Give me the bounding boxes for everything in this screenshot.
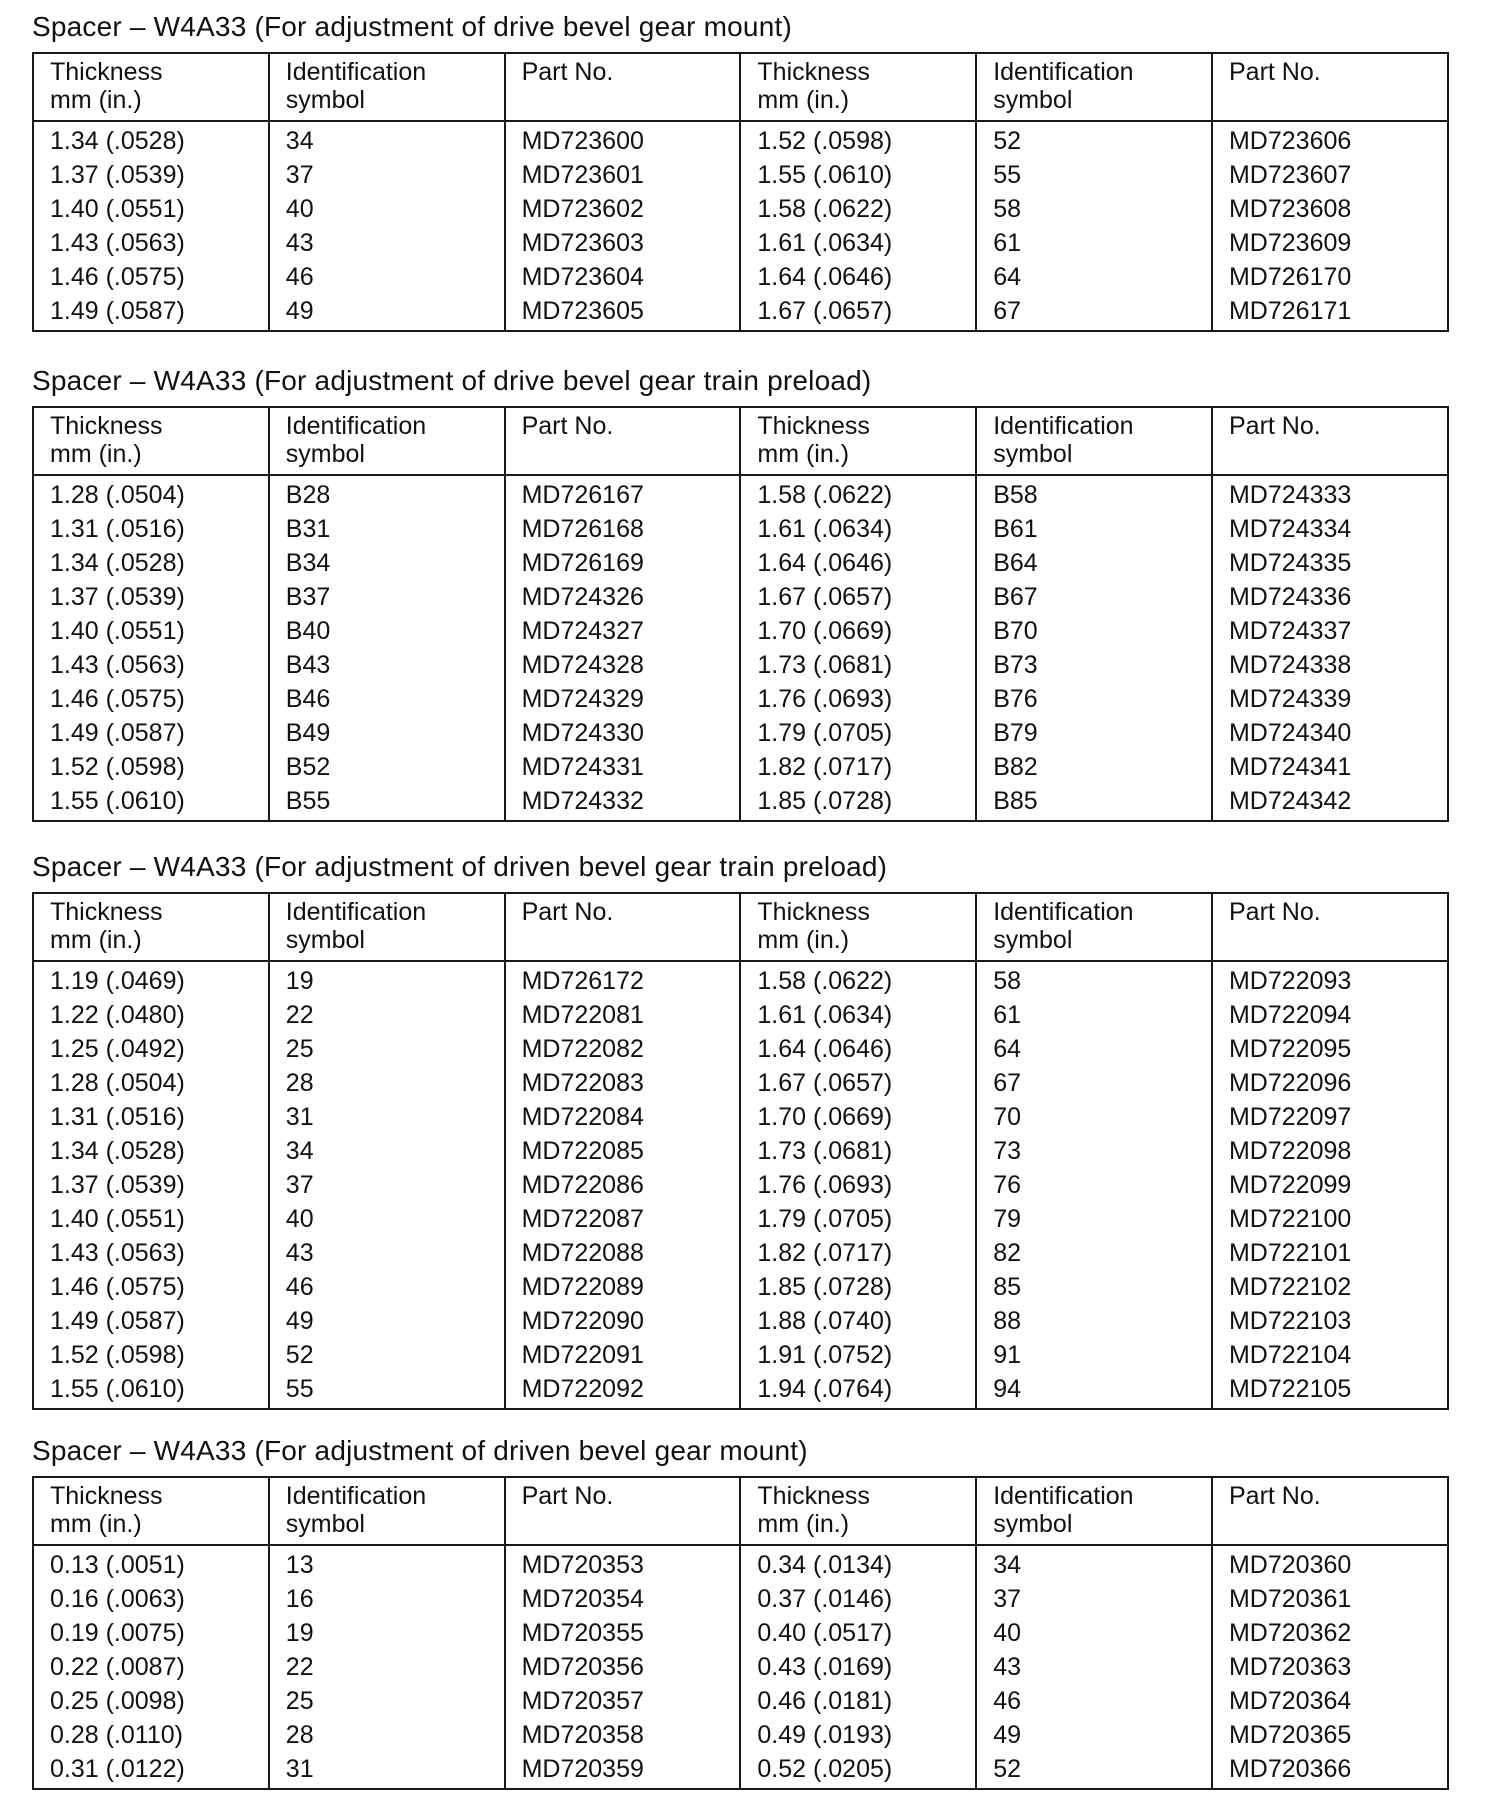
- part-no-cell: MD722095: [1212, 1032, 1448, 1066]
- thickness-cell: 1.58 (.0622): [740, 192, 976, 226]
- identification-symbol-cell: 82: [976, 1236, 1212, 1270]
- part-no-cell: MD724331: [505, 750, 741, 784]
- header-part-no: Part No.: [1212, 893, 1448, 961]
- thickness-cell: 1.28 (.0504): [33, 475, 269, 512]
- header-thickness: Thickness mm (in.): [740, 407, 976, 475]
- header-identification-symbol: Identification symbol: [269, 893, 505, 961]
- thickness-cell: 1.94 (.0764): [740, 1372, 976, 1409]
- thickness-cell: 1.49 (.0587): [33, 294, 269, 331]
- thickness-cell: 1.31 (.0516): [33, 512, 269, 546]
- header-thickness: Thickness mm (in.): [33, 53, 269, 121]
- table-row: [33, 998, 1448, 1032]
- spacer-table: [32, 1476, 1449, 1790]
- header-part-no: Part No.: [505, 893, 741, 961]
- part-no-cell: MD722084: [505, 1100, 741, 1134]
- section-driven-bevel-gear-mount: [32, 1436, 1447, 1790]
- identification-symbol-cell: 61: [976, 998, 1212, 1032]
- identification-symbol-cell: B52: [269, 750, 505, 784]
- table-row: [33, 512, 1448, 546]
- part-no-cell: MD720365: [1212, 1718, 1448, 1752]
- part-no-cell: MD722096: [1212, 1066, 1448, 1100]
- identification-symbol-cell: 79: [976, 1202, 1212, 1236]
- thickness-cell: 0.31 (.0122): [33, 1752, 269, 1789]
- thickness-cell: 0.34 (.0134): [740, 1545, 976, 1582]
- thickness-cell: 0.49 (.0193): [740, 1718, 976, 1752]
- thickness-cell: 1.67 (.0657): [740, 294, 976, 331]
- section-title: Spacer – W4A33 (For adjustment of driven bevel gear train preload): [32, 851, 888, 882]
- section-title: Spacer – W4A33 (For adjustment of drive bevel gear mount): [32, 11, 792, 42]
- table-row: [33, 1338, 1448, 1372]
- header-thickness: Thickness mm (in.): [740, 1477, 976, 1545]
- thickness-cell: 1.61 (.0634): [740, 226, 976, 260]
- part-no-cell: MD720358: [505, 1718, 741, 1752]
- table-row: [33, 1582, 1448, 1616]
- part-no-cell: MD723606: [1212, 121, 1448, 158]
- thickness-cell: 1.46 (.0575): [33, 260, 269, 294]
- part-no-cell: MD722087: [505, 1202, 741, 1236]
- table-row: [33, 1270, 1448, 1304]
- identification-symbol-cell: 67: [976, 294, 1212, 331]
- identification-symbol-cell: 37: [269, 1168, 505, 1202]
- thickness-cell: 1.70 (.0669): [740, 614, 976, 648]
- identification-symbol-cell: 52: [976, 1752, 1212, 1789]
- thickness-cell: 1.61 (.0634): [740, 512, 976, 546]
- part-no-cell: MD722086: [505, 1168, 741, 1202]
- identification-symbol-cell: 49: [269, 294, 505, 331]
- thickness-cell: 0.52 (.0205): [740, 1752, 976, 1789]
- table-row: [33, 1066, 1448, 1100]
- identification-symbol-cell: 43: [269, 1236, 505, 1270]
- identification-symbol-cell: 25: [269, 1032, 505, 1066]
- identification-symbol-cell: B55: [269, 784, 505, 821]
- table-row: [33, 1202, 1448, 1236]
- identification-symbol-cell: B58: [976, 475, 1212, 512]
- header-thickness: Thickness mm (in.): [33, 407, 269, 475]
- identification-symbol-cell: 13: [269, 1545, 505, 1582]
- thickness-cell: 1.91 (.0752): [740, 1338, 976, 1372]
- thickness-cell: 1.79 (.0705): [740, 716, 976, 750]
- thickness-cell: 1.55 (.0610): [33, 784, 269, 821]
- table-row: [33, 192, 1448, 226]
- part-no-cell: MD724338: [1212, 648, 1448, 682]
- identification-symbol-cell: 55: [976, 158, 1212, 192]
- thickness-cell: 1.43 (.0563): [33, 226, 269, 260]
- header-thickness: Thickness mm (in.): [33, 893, 269, 961]
- part-no-cell: MD722082: [505, 1032, 741, 1066]
- thickness-cell: 1.85 (.0728): [740, 1270, 976, 1304]
- part-no-cell: MD722102: [1212, 1270, 1448, 1304]
- table-row: [33, 1545, 1448, 1582]
- identification-symbol-cell: 34: [269, 1134, 505, 1168]
- identification-symbol-cell: 76: [976, 1168, 1212, 1202]
- identification-symbol-cell: 61: [976, 226, 1212, 260]
- table-row: [33, 716, 1448, 750]
- header-part-no: Part No.: [1212, 1477, 1448, 1545]
- thickness-cell: 1.55 (.0610): [740, 158, 976, 192]
- header-identification-symbol: Identification symbol: [269, 1477, 505, 1545]
- thickness-cell: 1.85 (.0728): [740, 784, 976, 821]
- identification-symbol-cell: 16: [269, 1582, 505, 1616]
- part-no-cell: MD720357: [505, 1684, 741, 1718]
- identification-symbol-cell: 49: [269, 1304, 505, 1338]
- identification-symbol-cell: B67: [976, 580, 1212, 614]
- header-identification-symbol: Identification symbol: [976, 407, 1212, 475]
- identification-symbol-cell: 64: [976, 260, 1212, 294]
- identification-symbol-cell: 58: [976, 961, 1212, 998]
- thickness-cell: 1.46 (.0575): [33, 1270, 269, 1304]
- thickness-cell: 1.22 (.0480): [33, 998, 269, 1032]
- table-row: [33, 546, 1448, 580]
- thickness-cell: 0.37 (.0146): [740, 1582, 976, 1616]
- thickness-cell: 1.88 (.0740): [740, 1304, 976, 1338]
- part-no-cell: MD723605: [505, 294, 741, 331]
- part-no-cell: MD726170: [1212, 260, 1448, 294]
- thickness-cell: 1.31 (.0516): [33, 1100, 269, 1134]
- thickness-cell: 0.22 (.0087): [33, 1650, 269, 1684]
- header-identification-symbol: Identification symbol: [269, 407, 505, 475]
- part-no-cell: MD724327: [505, 614, 741, 648]
- identification-symbol-cell: B43: [269, 648, 505, 682]
- thickness-cell: 1.43 (.0563): [33, 1236, 269, 1270]
- table-row: [33, 1100, 1448, 1134]
- table-row: [33, 614, 1448, 648]
- section-drive-bevel-gear-mount: [32, 12, 1447, 332]
- identification-symbol-cell: 22: [269, 1650, 505, 1684]
- thickness-cell: 1.40 (.0551): [33, 192, 269, 226]
- table-row: [33, 1650, 1448, 1684]
- identification-symbol-cell: 28: [269, 1718, 505, 1752]
- part-no-cell: MD724334: [1212, 512, 1448, 546]
- part-no-cell: MD722103: [1212, 1304, 1448, 1338]
- identification-symbol-cell: 55: [269, 1372, 505, 1409]
- thickness-cell: 1.73 (.0681): [740, 648, 976, 682]
- identification-symbol-cell: 40: [269, 192, 505, 226]
- part-no-cell: MD720354: [505, 1582, 741, 1616]
- thickness-cell: 0.43 (.0169): [740, 1650, 976, 1684]
- identification-symbol-cell: B85: [976, 784, 1212, 821]
- table-header-row: [33, 1477, 1448, 1545]
- thickness-cell: 0.28 (.0110): [33, 1718, 269, 1752]
- identification-symbol-cell: 94: [976, 1372, 1212, 1409]
- part-no-cell: MD722101: [1212, 1236, 1448, 1270]
- identification-symbol-cell: B70: [976, 614, 1212, 648]
- thickness-cell: 1.40 (.0551): [33, 1202, 269, 1236]
- identification-symbol-cell: 31: [269, 1752, 505, 1789]
- part-no-cell: MD724342: [1212, 784, 1448, 821]
- identification-symbol-cell: 67: [976, 1066, 1212, 1100]
- thickness-cell: 1.70 (.0669): [740, 1100, 976, 1134]
- thickness-cell: 0.16 (.0063): [33, 1582, 269, 1616]
- identification-symbol-cell: 49: [976, 1718, 1212, 1752]
- thickness-cell: 1.64 (.0646): [740, 546, 976, 580]
- thickness-cell: 1.37 (.0539): [33, 580, 269, 614]
- part-no-cell: MD722097: [1212, 1100, 1448, 1134]
- part-no-cell: MD722089: [505, 1270, 741, 1304]
- part-no-cell: MD724326: [505, 580, 741, 614]
- part-no-cell: MD723601: [505, 158, 741, 192]
- identification-symbol-cell: B34: [269, 546, 505, 580]
- part-no-cell: MD720356: [505, 1650, 741, 1684]
- identification-symbol-cell: 88: [976, 1304, 1212, 1338]
- thickness-cell: 1.67 (.0657): [740, 1066, 976, 1100]
- identification-symbol-cell: B28: [269, 475, 505, 512]
- part-no-cell: MD722105: [1212, 1372, 1448, 1409]
- identification-symbol-cell: 25: [269, 1684, 505, 1718]
- part-no-cell: MD720363: [1212, 1650, 1448, 1684]
- part-no-cell: MD720355: [505, 1616, 741, 1650]
- identification-symbol-cell: 73: [976, 1134, 1212, 1168]
- identification-symbol-cell: 34: [976, 1545, 1212, 1582]
- part-no-cell: MD723608: [1212, 192, 1448, 226]
- identification-symbol-cell: B79: [976, 716, 1212, 750]
- header-part-no: Part No.: [1212, 407, 1448, 475]
- thickness-cell: 1.58 (.0622): [740, 961, 976, 998]
- thickness-cell: 1.19 (.0469): [33, 961, 269, 998]
- part-no-cell: MD726171: [1212, 294, 1448, 331]
- thickness-cell: 1.49 (.0587): [33, 1304, 269, 1338]
- thickness-cell: 1.52 (.0598): [33, 1338, 269, 1372]
- part-no-cell: MD723602: [505, 192, 741, 226]
- table-row: [33, 1134, 1448, 1168]
- thickness-cell: 1.76 (.0693): [740, 682, 976, 716]
- identification-symbol-cell: B37: [269, 580, 505, 614]
- thickness-cell: 1.52 (.0598): [740, 121, 976, 158]
- part-no-cell: MD720359: [505, 1752, 741, 1789]
- part-no-cell: MD724341: [1212, 750, 1448, 784]
- thickness-cell: 0.25 (.0098): [33, 1684, 269, 1718]
- part-no-cell: MD724340: [1212, 716, 1448, 750]
- part-no-cell: MD720353: [505, 1545, 741, 1582]
- identification-symbol-cell: B76: [976, 682, 1212, 716]
- table-row: [33, 1616, 1448, 1650]
- thickness-cell: 1.64 (.0646): [740, 260, 976, 294]
- thickness-cell: 1.34 (.0528): [33, 121, 269, 158]
- part-no-cell: MD724332: [505, 784, 741, 821]
- part-no-cell: MD723607: [1212, 158, 1448, 192]
- identification-symbol-cell: B40: [269, 614, 505, 648]
- part-no-cell: MD726169: [505, 546, 741, 580]
- thickness-cell: 1.28 (.0504): [33, 1066, 269, 1100]
- thickness-cell: 0.46 (.0181): [740, 1684, 976, 1718]
- part-no-cell: MD722085: [505, 1134, 741, 1168]
- part-no-cell: MD722099: [1212, 1168, 1448, 1202]
- part-no-cell: MD724337: [1212, 614, 1448, 648]
- thickness-cell: 1.79 (.0705): [740, 1202, 976, 1236]
- identification-symbol-cell: 64: [976, 1032, 1212, 1066]
- part-no-cell: MD724339: [1212, 682, 1448, 716]
- identification-symbol-cell: 40: [976, 1616, 1212, 1650]
- header-part-no: Part No.: [1212, 53, 1448, 121]
- thickness-cell: 1.40 (.0551): [33, 614, 269, 648]
- identification-symbol-cell: 46: [976, 1684, 1212, 1718]
- spacer-table: [32, 892, 1449, 1410]
- table-row: [33, 682, 1448, 716]
- part-no-cell: MD724333: [1212, 475, 1448, 512]
- thickness-cell: 1.82 (.0717): [740, 750, 976, 784]
- part-no-cell: MD726168: [505, 512, 741, 546]
- part-no-cell: MD722083: [505, 1066, 741, 1100]
- header-part-no: Part No.: [505, 1477, 741, 1545]
- thickness-cell: 1.37 (.0539): [33, 158, 269, 192]
- identification-symbol-cell: B31: [269, 512, 505, 546]
- table-row: [33, 226, 1448, 260]
- thickness-cell: 1.52 (.0598): [33, 750, 269, 784]
- header-identification-symbol: Identification symbol: [976, 893, 1212, 961]
- identification-symbol-cell: 19: [269, 1616, 505, 1650]
- spacer-table: [32, 406, 1449, 822]
- table-row: [33, 294, 1448, 331]
- table-row: [33, 648, 1448, 682]
- thickness-cell: 0.13 (.0051): [33, 1545, 269, 1582]
- header-identification-symbol: Identification symbol: [269, 53, 505, 121]
- part-no-cell: MD723609: [1212, 226, 1448, 260]
- part-no-cell: MD722094: [1212, 998, 1448, 1032]
- identification-symbol-cell: 52: [269, 1338, 505, 1372]
- thickness-cell: 1.25 (.0492): [33, 1032, 269, 1066]
- part-no-cell: MD724335: [1212, 546, 1448, 580]
- identification-symbol-cell: 37: [269, 158, 505, 192]
- part-no-cell: MD723603: [505, 226, 741, 260]
- thickness-cell: 1.82 (.0717): [740, 1236, 976, 1270]
- header-part-no: Part No.: [505, 53, 741, 121]
- identification-symbol-cell: B64: [976, 546, 1212, 580]
- table-row: [33, 1684, 1448, 1718]
- table-row: [33, 158, 1448, 192]
- thickness-cell: 1.34 (.0528): [33, 546, 269, 580]
- identification-symbol-cell: B49: [269, 716, 505, 750]
- table-row: [33, 580, 1448, 614]
- part-no-cell: MD722091: [505, 1338, 741, 1372]
- identification-symbol-cell: 58: [976, 192, 1212, 226]
- identification-symbol-cell: 34: [269, 121, 505, 158]
- table-header-row: [33, 53, 1448, 121]
- part-no-cell: MD726167: [505, 475, 741, 512]
- identification-symbol-cell: 43: [976, 1650, 1212, 1684]
- identification-symbol-cell: 28: [269, 1066, 505, 1100]
- part-no-cell: MD720366: [1212, 1752, 1448, 1789]
- identification-symbol-cell: 43: [269, 226, 505, 260]
- table-row: [33, 961, 1448, 998]
- part-no-cell: MD722090: [505, 1304, 741, 1338]
- part-no-cell: MD722100: [1212, 1202, 1448, 1236]
- table-row: [33, 1718, 1448, 1752]
- thickness-cell: 1.64 (.0646): [740, 1032, 976, 1066]
- part-no-cell: MD722104: [1212, 1338, 1448, 1372]
- identification-symbol-cell: 40: [269, 1202, 505, 1236]
- identification-symbol-cell: 22: [269, 998, 505, 1032]
- identification-symbol-cell: 52: [976, 121, 1212, 158]
- thickness-cell: 1.58 (.0622): [740, 475, 976, 512]
- part-no-cell: MD722081: [505, 998, 741, 1032]
- thickness-cell: 1.61 (.0634): [740, 998, 976, 1032]
- header-thickness: Thickness mm (in.): [33, 1477, 269, 1545]
- part-no-cell: MD720362: [1212, 1616, 1448, 1650]
- part-no-cell: MD726172: [505, 961, 741, 998]
- part-no-cell: MD724336: [1212, 580, 1448, 614]
- identification-symbol-cell: 46: [269, 260, 505, 294]
- identification-symbol-cell: B82: [976, 750, 1212, 784]
- section-title: Spacer – W4A33 (For adjustment of driven bevel gear mount): [32, 1435, 808, 1466]
- identification-symbol-cell: 31: [269, 1100, 505, 1134]
- table-row: [33, 260, 1448, 294]
- part-no-cell: MD722092: [505, 1372, 741, 1409]
- header-identification-symbol: Identification symbol: [976, 1477, 1212, 1545]
- identification-symbol-cell: 85: [976, 1270, 1212, 1304]
- part-no-cell: MD722098: [1212, 1134, 1448, 1168]
- table-header-row: [33, 407, 1448, 475]
- identification-symbol-cell: B73: [976, 648, 1212, 682]
- section-driven-bevel-gear-train-preload: [32, 852, 1447, 1410]
- table-row: [33, 1032, 1448, 1066]
- table-row: [33, 750, 1448, 784]
- identification-symbol-cell: B61: [976, 512, 1212, 546]
- identification-symbol-cell: B46: [269, 682, 505, 716]
- thickness-cell: 1.49 (.0587): [33, 716, 269, 750]
- thickness-cell: 0.19 (.0075): [33, 1616, 269, 1650]
- table-row: [33, 1236, 1448, 1270]
- thickness-cell: 1.34 (.0528): [33, 1134, 269, 1168]
- thickness-cell: 1.43 (.0563): [33, 648, 269, 682]
- table-row: [33, 1304, 1448, 1338]
- table-header-row: [33, 893, 1448, 961]
- thickness-cell: 1.55 (.0610): [33, 1372, 269, 1409]
- part-no-cell: MD723600: [505, 121, 741, 158]
- thickness-cell: 0.40 (.0517): [740, 1616, 976, 1650]
- header-identification-symbol: Identification symbol: [976, 53, 1212, 121]
- header-thickness: Thickness mm (in.): [740, 893, 976, 961]
- table-row: [33, 1372, 1448, 1409]
- identification-symbol-cell: 70: [976, 1100, 1212, 1134]
- part-no-cell: MD720364: [1212, 1684, 1448, 1718]
- part-no-cell: MD722093: [1212, 961, 1448, 998]
- section-drive-bevel-gear-train-preload: [32, 366, 1447, 822]
- thickness-cell: 1.73 (.0681): [740, 1134, 976, 1168]
- table-row: [33, 475, 1448, 512]
- header-thickness: Thickness mm (in.): [740, 53, 976, 121]
- thickness-cell: 1.37 (.0539): [33, 1168, 269, 1202]
- identification-symbol-cell: 19: [269, 961, 505, 998]
- part-no-cell: MD724329: [505, 682, 741, 716]
- part-no-cell: MD723604: [505, 260, 741, 294]
- spacer-table: [32, 52, 1449, 332]
- header-part-no: Part No.: [505, 407, 741, 475]
- table-row: [33, 784, 1448, 821]
- section-title: Spacer – W4A33 (For adjustment of drive bevel gear train preload): [32, 365, 872, 396]
- part-no-cell: MD720361: [1212, 1582, 1448, 1616]
- part-no-cell: MD722088: [505, 1236, 741, 1270]
- thickness-cell: 1.76 (.0693): [740, 1168, 976, 1202]
- table-row: [33, 1752, 1448, 1789]
- table-row: [33, 1168, 1448, 1202]
- identification-symbol-cell: 46: [269, 1270, 505, 1304]
- part-no-cell: MD724328: [505, 648, 741, 682]
- thickness-cell: 1.46 (.0575): [33, 682, 269, 716]
- part-no-cell: MD720360: [1212, 1545, 1448, 1582]
- identification-symbol-cell: 37: [976, 1582, 1212, 1616]
- part-no-cell: MD724330: [505, 716, 741, 750]
- thickness-cell: 1.67 (.0657): [740, 580, 976, 614]
- identification-symbol-cell: 91: [976, 1338, 1212, 1372]
- table-row: [33, 121, 1448, 158]
